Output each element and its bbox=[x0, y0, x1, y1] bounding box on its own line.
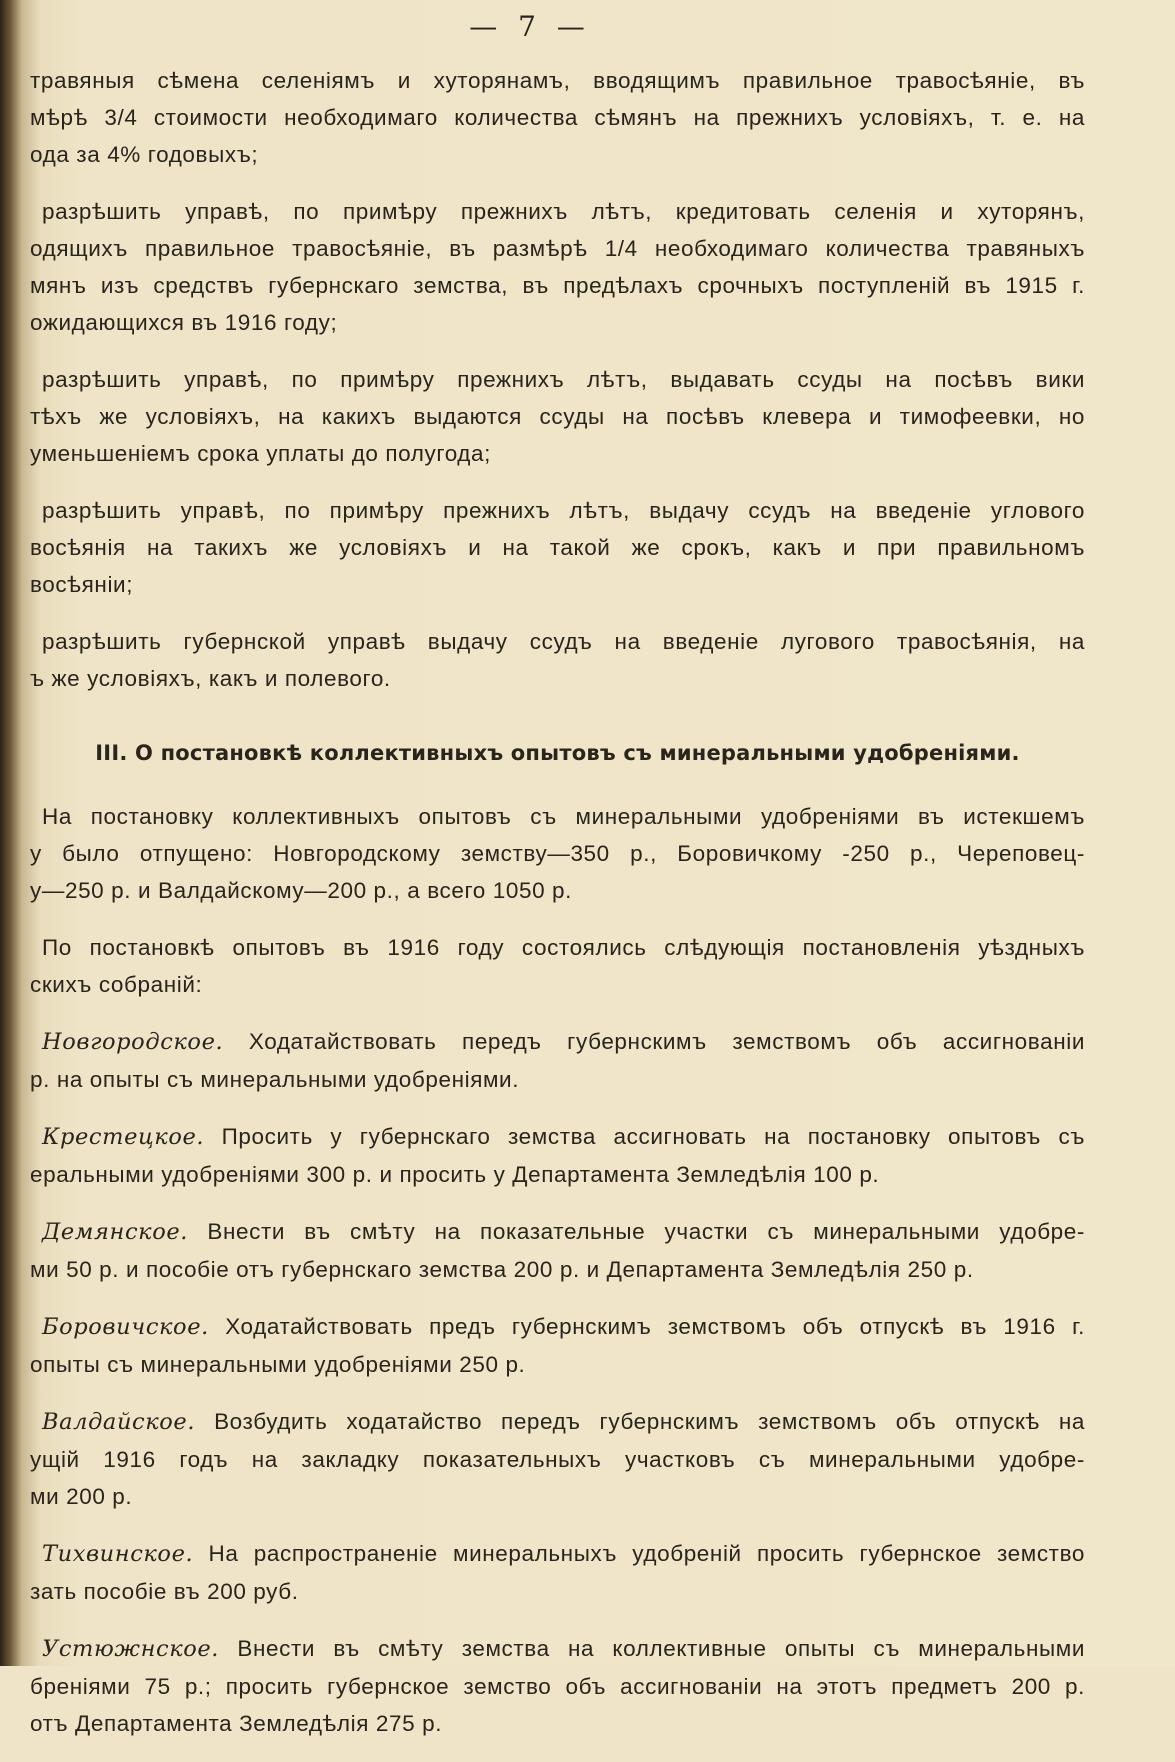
resolution-text: Ходатайствовать передъ губернскимъ земствомъ объ ассигнованіи bbox=[248, 1029, 1085, 1054]
resolution-text: Возбудить ходатайство передъ губернскимъ земствомъ объ отпускѣ на bbox=[214, 1409, 1085, 1434]
text-line bbox=[30, 1023, 1085, 1061]
district-name: Устюжнское. bbox=[42, 1636, 220, 1662]
text-line: разрѣшить управѣ, по примѣру прежнихъ лѣтъ, выдачу ссудъ на введеніе углового bbox=[42, 498, 1085, 523]
text-line bbox=[30, 1630, 1085, 1668]
text-line: опыты съ минеральными удобреніями 250 р. bbox=[30, 1352, 526, 1377]
resolution-text: Просить у губернскаго земства ассигновать на постановку опытовъ съ bbox=[221, 1124, 1085, 1149]
text-line: травяныя сѣмена селеніямъ и хуторянамъ, вводящимъ правильное травосѣяніе, въ bbox=[30, 68, 1085, 93]
resolution-text: Ходатайствовать предъ губернскимъ земствомъ объ отпускѣ въ 1916 г. bbox=[225, 1314, 1085, 1339]
page-number: — 7 — bbox=[469, 10, 591, 43]
text-line: зать пособіе въ 200 руб. bbox=[30, 1579, 299, 1604]
text-line: мянъ изъ средствъ губернскаго земства, въ предѣлахъ срочныхъ поступленій въ 1915 г. bbox=[30, 273, 1085, 298]
text-line: ущій 1916 годъ на закладку показательныхъ участковъ съ минеральными удобре- bbox=[30, 1447, 1085, 1472]
district-name: Валдайское. bbox=[42, 1409, 196, 1435]
text-line: разрѣшить губернской управѣ выдачу ссудъ на введеніе лугового травосѣянія, на bbox=[42, 629, 1085, 654]
text-line: у—250 р. и Валдайскому—200 р., а всего 1050 р. bbox=[30, 878, 573, 903]
text-line: разрѣшить управѣ, по примѣру прежнихъ лѣтъ, кредитовать селенія и хуторянъ, bbox=[42, 199, 1085, 224]
text-line bbox=[30, 1403, 1085, 1441]
text-line: мѣрѣ 3/4 стоимости необходимаго количества сѣмянъ на прежнихъ условіяхъ, т. е. на bbox=[30, 105, 1085, 130]
resolution-text: Внести въ смѣту земства на коллективные опыты съ минеральными bbox=[237, 1636, 1085, 1661]
text-line: скихъ собраній: bbox=[30, 972, 203, 997]
resolution-item bbox=[30, 1630, 1085, 1742]
text-line: восѣяніи; bbox=[30, 572, 134, 597]
text-line: На постановку коллективныхъ опытовъ съ минеральными удобреніями въ истекшемъ bbox=[42, 804, 1085, 829]
text-line: ми 200 р. bbox=[30, 1484, 133, 1509]
text-line: восѣянія на такихъ же условіяхъ и на такой же срокъ, какъ и при правильномъ bbox=[30, 535, 1085, 560]
text-line: одящихъ правильное травосѣяніе, въ размѣрѣ 1/4 необходимаго количества травяныхъ bbox=[30, 236, 1085, 261]
district-name: Тихвинское. bbox=[42, 1541, 194, 1567]
text-line bbox=[30, 1213, 1085, 1251]
resolution-item bbox=[30, 1403, 1085, 1515]
resolution-item bbox=[30, 1308, 1085, 1383]
resolution-item bbox=[30, 1118, 1085, 1193]
paragraph bbox=[30, 193, 1085, 341]
paragraph bbox=[30, 361, 1085, 472]
district-resolutions bbox=[30, 1023, 1085, 1742]
resolution-item bbox=[30, 1213, 1085, 1288]
text-line: отъ Департамента Земледѣлія 275 р. bbox=[30, 1711, 443, 1736]
text-line: ода за 4% годовыхъ; bbox=[30, 142, 259, 167]
document-body bbox=[30, 62, 1085, 1762]
district-name: Крестецкое. bbox=[42, 1124, 205, 1150]
resolution-text: Внести въ смѣту на показательные участки съ минеральными удобре- bbox=[207, 1219, 1086, 1244]
text-line bbox=[30, 1308, 1085, 1346]
text-line bbox=[30, 1535, 1085, 1573]
text-line: ми 50 р. и пособіе отъ губернскаго земства 200 р. и Департамента Земледѣлія 250 р. bbox=[30, 1257, 974, 1282]
paragraph bbox=[30, 492, 1085, 603]
resolution-item bbox=[30, 1535, 1085, 1610]
text-line: тѣхъ же условіяхъ, на какихъ выдаются ссуды на посѣвъ клевера и тимофеевки, но bbox=[30, 404, 1085, 429]
text-line: ожидающихся въ 1916 году; bbox=[30, 310, 338, 335]
resolution-list bbox=[30, 62, 1085, 697]
text-line: уменьшеніемъ срока уплаты до полугода; bbox=[30, 441, 492, 466]
text-line: еральными удобреніями 300 р. и просить у Департамента Земледѣлія 100 р. bbox=[30, 1162, 880, 1187]
paragraph bbox=[30, 62, 1085, 173]
district-name: Боровичское. bbox=[42, 1314, 209, 1340]
paragraph bbox=[30, 929, 1085, 1003]
text-line: у было отпущено: Новгородскому земству—350 р., Боровичкому -250 р., Череповец- bbox=[30, 841, 1085, 866]
text-line: По постановкѣ опытовъ въ 1916 году состоялись слѣдующія постановленія уѣздныхъ bbox=[42, 935, 1085, 960]
section-heading: III. О постановкѣ коллективныхъ опытовъ съ минеральными удобреніями. bbox=[95, 741, 1020, 765]
paragraph bbox=[30, 798, 1085, 909]
text-line bbox=[30, 1118, 1085, 1156]
resolution-text: На распространеніе минеральныхъ удобреній просить губернское земство bbox=[208, 1541, 1086, 1566]
district-name: Демянское. bbox=[42, 1219, 189, 1245]
text-line: р. на опыты съ минеральными удобреніями. bbox=[30, 1067, 520, 1092]
district-name: Новгородское. bbox=[42, 1029, 224, 1055]
resolution-item bbox=[30, 1023, 1085, 1098]
paragraph bbox=[30, 623, 1085, 697]
text-line: бреніями 75 р.; просить губернское земство объ ассигнованіи на этотъ предметъ 200 р. bbox=[30, 1674, 1085, 1699]
text-line: ъ же условіяхъ, какъ и полевого. bbox=[30, 666, 391, 691]
text-line: разрѣшить управѣ, по примѣру прежнихъ лѣтъ, выдавать ссуды на посѣвъ вики bbox=[42, 367, 1085, 392]
